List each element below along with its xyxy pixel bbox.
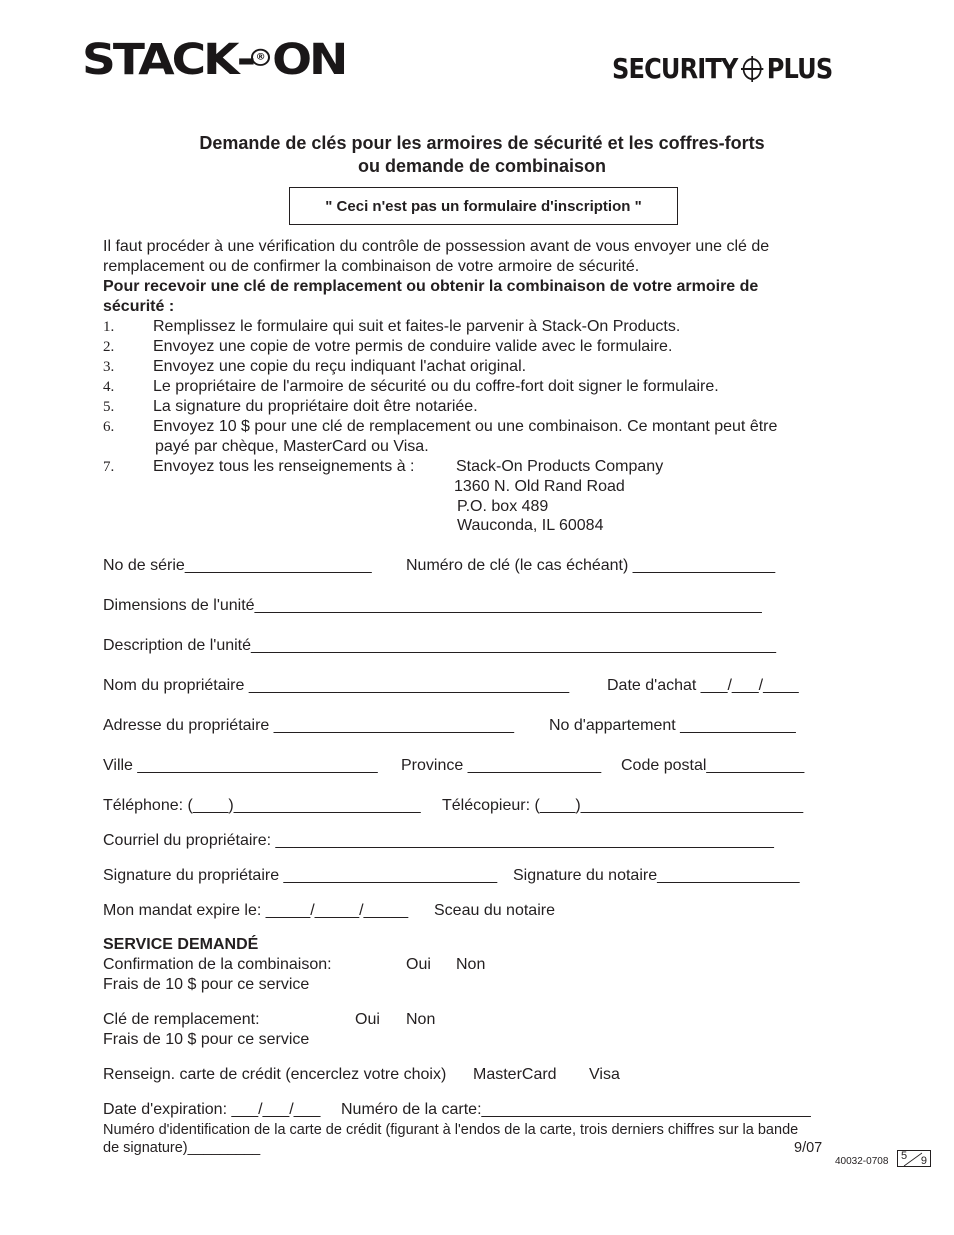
page-number: 5 <box>901 1150 908 1162</box>
address-line: 1360 N. Old Rand Road <box>454 478 625 495</box>
page-title-line1: Demande de clés pour les armoires de sécurité et les coffres-forts <box>199 133 765 153</box>
card-id-field[interactable]: de signature)_________ <box>103 1140 261 1156</box>
step-text: Envoyez une copie de votre permis de conduire valide avec le formulaire. <box>153 338 673 355</box>
step-text-continued: payé par chèque, MasterCard ou Visa. <box>155 438 429 455</box>
address-line: Stack-On Products Company <box>456 458 664 475</box>
page-title-line2: ou demande de combinaison <box>357 156 607 176</box>
revision-date: 9/07 <box>794 1140 823 1156</box>
notice-box: " Ceci n'est pas un formulaire d'inscription " <box>289 187 678 225</box>
step-number: 6. <box>103 419 115 435</box>
intro-bold-line1: Pour recevoir une clé de remplacement ou obtenir la combinaison de votre armoire de <box>103 278 759 295</box>
step-number: 1. <box>103 319 115 335</box>
mandate-expiry-field[interactable]: Mon mandat expire le: _____/_____/_____ <box>103 902 409 919</box>
key-fee-note: Frais de 10 $ pour ce service <box>103 1031 310 1048</box>
page-total: 9 <box>920 1155 927 1167</box>
owner-name-field[interactable]: Nom du propriétaire ____________________________________ <box>103 677 570 694</box>
crosshair-icon <box>740 55 764 83</box>
postal-code-field[interactable]: Code postal___________ <box>621 757 805 774</box>
key-no-option[interactable]: Non <box>406 1011 436 1028</box>
intro-line1: Il faut procéder à une vérification du contrôle de possession avant de vous envoyer une clé de <box>103 238 770 255</box>
card-number-field[interactable]: Numéro de la carte:_____________________________________ <box>341 1101 811 1118</box>
phone-field[interactable]: Téléphone: (____)_____________________ <box>103 797 421 814</box>
step-number: 2. <box>103 339 115 355</box>
fax-field[interactable]: Télécopieur: (____)_________________________ <box>442 797 804 814</box>
replacement-key-label: Clé de remplacement: <box>103 1011 260 1028</box>
combination-confirmation-label: Confirmation de la combinaison: <box>103 956 332 973</box>
stack-on-logo <box>82 35 346 85</box>
key-number-field[interactable]: Numéro de clé (le cas échéant) ________________ <box>406 557 776 574</box>
unit-description-field[interactable]: Description de l'unité___________________________________________________________ <box>103 637 777 654</box>
combination-fee-note: Frais de 10 $ pour ce service <box>103 976 310 993</box>
step-text: Envoyez une copie du reçu indiquant l'achat original. <box>153 358 527 375</box>
mastercard-option[interactable]: MasterCard <box>473 1066 557 1083</box>
address-line: Wauconda, IL 60084 <box>457 517 604 534</box>
document-code: 40032-0708 <box>835 1156 889 1167</box>
owner-email-field[interactable]: Courriel du propriétaire: ________________________________________________________ <box>103 832 774 849</box>
service-heading: SERVICE DEMANDÉ <box>103 936 259 953</box>
security-plus-logo-text-plus: PLUS <box>766 52 833 85</box>
security-plus-logo-text: SECURITY <box>612 52 738 85</box>
stack-on-logo-text-on: ON <box>272 35 346 85</box>
address-line: P.O. box 489 <box>457 498 549 515</box>
logo-dash: - <box>236 35 254 85</box>
notary-seal-label: Sceau du notaire <box>434 902 555 919</box>
combination-no-option[interactable]: Non <box>456 956 486 973</box>
owner-address-field[interactable]: Adresse du propriétaire ___________________________ <box>103 717 515 734</box>
step-number: 4. <box>103 379 115 395</box>
credit-card-label: Renseign. carte de crédit (encerclez votre choix) <box>103 1066 447 1083</box>
combination-yes-option[interactable]: Oui <box>406 956 431 973</box>
security-plus-logo <box>612 52 832 86</box>
page-indicator <box>897 1150 931 1167</box>
owner-signature-field[interactable]: Signature du propriétaire ________________________ <box>103 867 498 884</box>
intro-bold-line2: sécurité : <box>103 298 175 315</box>
province-field[interactable]: Province _______________ <box>401 757 602 774</box>
stack-on-logo-text: STACK <box>82 35 237 85</box>
step-text: La signature du propriétaire doit être notariée. <box>153 398 478 415</box>
step-text: Envoyez tous les renseignements à : <box>153 458 415 475</box>
card-id-line1: Numéro d'identification de la carte de crédit (figurant à l'endos de la carte, trois derniers chiffres sur la bande <box>103 1122 799 1138</box>
visa-option[interactable]: Visa <box>589 1066 620 1083</box>
city-field[interactable]: Ville ___________________________ <box>103 757 378 774</box>
step-text: Remplissez le formulaire qui suit et faites-le parvenir à Stack-On Products. <box>153 318 681 335</box>
serial-number-field[interactable]: No de série_____________________ <box>103 557 372 574</box>
registered-mark-icon: ® <box>251 49 270 66</box>
step-text: Envoyez 10 $ pour une clé de remplacement ou une combinaison. Ce montant peut être <box>153 418 778 435</box>
key-yes-option[interactable]: Oui <box>355 1011 380 1028</box>
intro-line2: remplacement ou de confirmer la combinaison de votre armoire de sécurité. <box>103 258 640 275</box>
step-number: 5. <box>103 399 115 415</box>
apartment-number-field[interactable]: No d'appartement _____________ <box>549 717 796 734</box>
card-expiry-field[interactable]: Date d'expiration: ___/___/___ <box>103 1101 321 1118</box>
unit-dimensions-field[interactable]: Dimensions de l'unité_________________________________________________________ <box>103 597 762 614</box>
step-text: Le propriétaire de l'armoire de sécurité ou du coffre-fort doit signer le formulaire. <box>153 378 719 395</box>
notary-signature-field[interactable]: Signature du notaire________________ <box>513 867 800 884</box>
step-number: 3. <box>103 359 115 375</box>
purchase-date-field[interactable]: Date d'achat ___/___/____ <box>607 677 799 694</box>
step-number: 7. <box>103 459 115 475</box>
